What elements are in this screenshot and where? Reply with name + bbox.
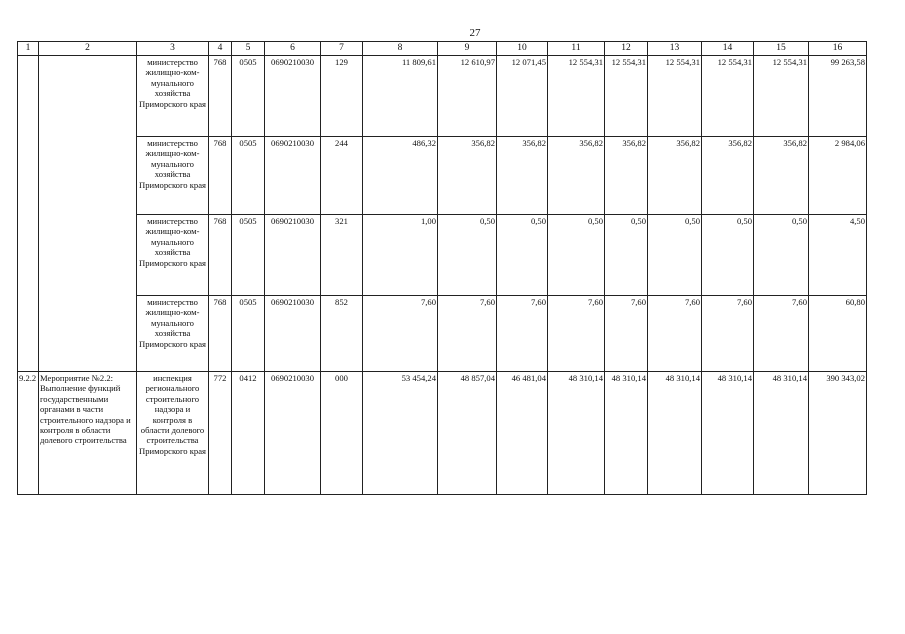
value-cell: 12 554,31	[702, 56, 754, 137]
target-article-cell: 0690210030	[265, 215, 321, 296]
activity-name-cell	[39, 56, 137, 372]
total-cell: 4,50	[809, 215, 867, 296]
header-cell: 2	[39, 42, 137, 56]
expense-type-cell: 000	[321, 372, 363, 495]
value-cell: 12 554,31	[605, 56, 648, 137]
target-article-cell: 0690210030	[265, 372, 321, 495]
value-cell: 7,60	[438, 296, 497, 372]
budget-table	[17, 41, 867, 495]
expense-type-cell: 244	[321, 137, 363, 215]
header-cell: 14	[702, 42, 754, 56]
value-cell: 48 310,14	[605, 372, 648, 495]
row-number-cell	[18, 56, 39, 372]
value-cell: 356,82	[702, 137, 754, 215]
value-cell: 12 554,31	[754, 56, 809, 137]
target-article-cell: 0690210030	[265, 137, 321, 215]
expense-type-cell: 129	[321, 56, 363, 137]
organization-cell: министерство жилищно-ком-мунального хозяйства Приморского края	[137, 137, 209, 215]
total-cell: 2 984,06	[809, 137, 867, 215]
organization-cell: министерство жилищно-ком-мунального хозяйства Приморского края	[137, 296, 209, 372]
value-cell: 356,82	[605, 137, 648, 215]
table-row	[18, 296, 867, 372]
value-cell: 7,60	[363, 296, 438, 372]
gr-code-cell: 772	[209, 372, 232, 495]
header-cell: 5	[232, 42, 265, 56]
header-cell: 16	[809, 42, 867, 56]
section-code-cell: 0505	[232, 56, 265, 137]
value-cell: 12 610,97	[438, 56, 497, 137]
section-code-cell: 0505	[232, 215, 265, 296]
value-cell: 0,50	[754, 215, 809, 296]
total-cell: 390 343,02	[809, 372, 867, 495]
value-cell: 0,50	[497, 215, 548, 296]
value-cell: 7,60	[702, 296, 754, 372]
gr-code-cell: 768	[209, 56, 232, 137]
table-header-row	[18, 42, 867, 56]
value-cell: 11 809,61	[363, 56, 438, 137]
value-cell: 48 310,14	[648, 372, 702, 495]
header-cell: 8	[363, 42, 438, 56]
value-cell: 46 481,04	[497, 372, 548, 495]
value-cell: 7,60	[648, 296, 702, 372]
value-cell: 7,60	[548, 296, 605, 372]
value-cell: 48 857,04	[438, 372, 497, 495]
organization-cell: инспекция регионального строительного надзора и контроля в области долевого строительства Приморского края	[137, 372, 209, 495]
table-row	[18, 56, 867, 137]
value-cell: 12 554,31	[548, 56, 605, 137]
value-cell: 48 310,14	[754, 372, 809, 495]
header-cell: 3	[137, 42, 209, 56]
value-cell: 356,82	[438, 137, 497, 215]
value-cell: 48 310,14	[548, 372, 605, 495]
value-cell: 0,50	[648, 215, 702, 296]
organization-cell: министерство жилищно-ком-мунального хозяйства Приморского края	[137, 56, 209, 137]
table-row	[18, 215, 867, 296]
header-cell: 1	[18, 42, 39, 56]
section-code-cell: 0505	[232, 137, 265, 215]
gr-code-cell: 768	[209, 296, 232, 372]
header-cell: 4	[209, 42, 232, 56]
value-cell: 486,32	[363, 137, 438, 215]
header-cell: 7	[321, 42, 363, 56]
value-cell: 53 454,24	[363, 372, 438, 495]
header-cell: 13	[648, 42, 702, 56]
expense-type-cell: 321	[321, 215, 363, 296]
header-cell: 11	[548, 42, 605, 56]
value-cell: 356,82	[754, 137, 809, 215]
header-cell: 9	[438, 42, 497, 56]
target-article-cell: 0690210030	[265, 56, 321, 137]
value-cell: 0,50	[702, 215, 754, 296]
page-number: 27	[469, 27, 481, 39]
value-cell: 12 071,45	[497, 56, 548, 137]
total-cell: 99 263,58	[809, 56, 867, 137]
table-row	[18, 137, 867, 215]
row-number-cell: 9.2.2	[18, 372, 39, 495]
total-cell: 60,80	[809, 296, 867, 372]
target-article-cell: 0690210030	[265, 296, 321, 372]
value-cell: 7,60	[497, 296, 548, 372]
section-code-cell: 0505	[232, 296, 265, 372]
value-cell: 48 310,14	[702, 372, 754, 495]
value-cell: 356,82	[548, 137, 605, 215]
header-cell: 12	[605, 42, 648, 56]
activity-name-cell: Мероприятие №2.2: Выполнение функций государственными органами в части строительного надзора и контроля в области долевого строительства	[39, 372, 137, 495]
value-cell: 12 554,31	[648, 56, 702, 137]
value-cell: 1,00	[363, 215, 438, 296]
header-cell: 15	[754, 42, 809, 56]
header-cell: 10	[497, 42, 548, 56]
value-cell: 7,60	[754, 296, 809, 372]
section-code-cell: 0412	[232, 372, 265, 495]
expense-type-cell: 852	[321, 296, 363, 372]
value-cell: 356,82	[648, 137, 702, 215]
value-cell: 0,50	[605, 215, 648, 296]
gr-code-cell: 768	[209, 137, 232, 215]
value-cell: 356,82	[497, 137, 548, 215]
table-row	[18, 372, 867, 495]
value-cell: 0,50	[438, 215, 497, 296]
organization-cell: министерство жилищно-ком-мунального хозяйства Приморского края	[137, 215, 209, 296]
value-cell: 7,60	[605, 296, 648, 372]
value-cell: 0,50	[548, 215, 605, 296]
header-cell: 6	[265, 42, 321, 56]
gr-code-cell: 768	[209, 215, 232, 296]
